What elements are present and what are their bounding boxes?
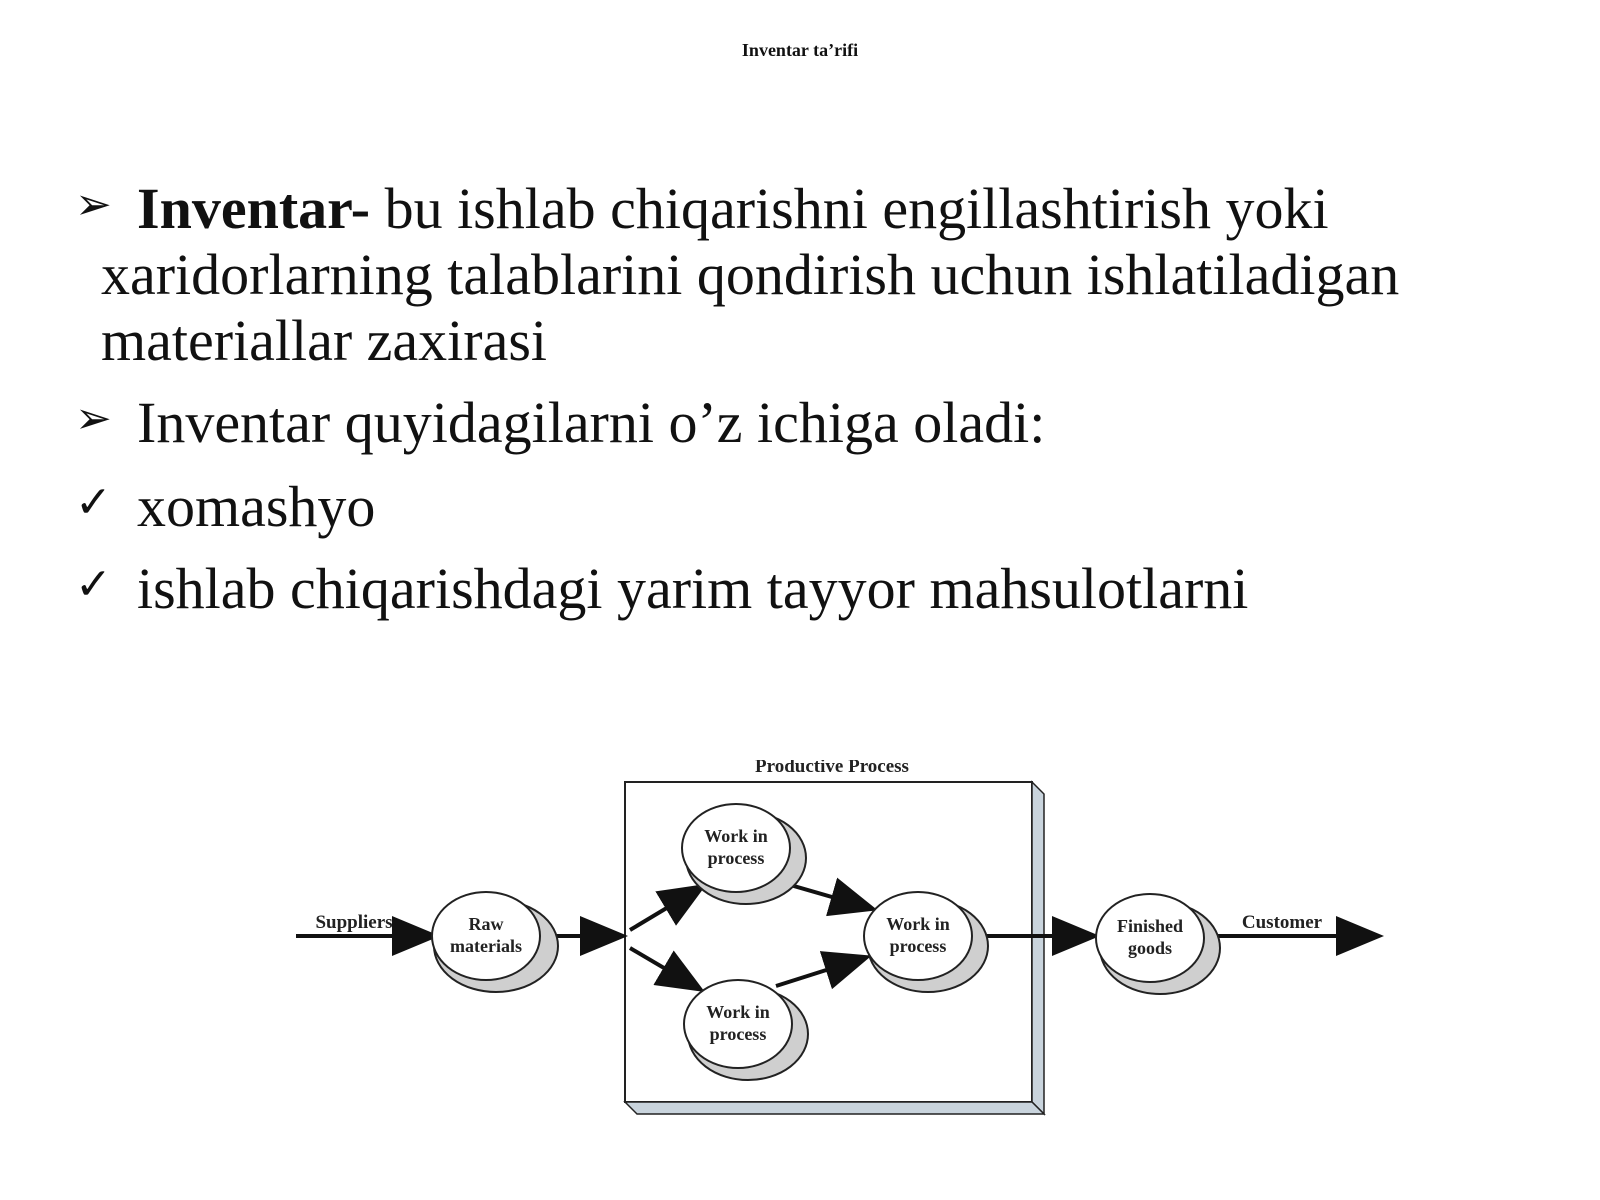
definition-line-3: materiallar zaxirasi xyxy=(101,308,548,373)
check-icon: ✓ xyxy=(75,478,112,527)
check-item-raw-text: xomashyo xyxy=(137,474,376,539)
raw-materials-node xyxy=(432,892,558,992)
arrow-bullet-icon: ➢ xyxy=(75,394,112,443)
check-item-raw xyxy=(75,474,1555,540)
suppliers-label: Suppliers xyxy=(315,912,393,933)
definition-keyword: Inventar- xyxy=(137,176,371,241)
arrow-bullet-icon: ➢ xyxy=(75,180,112,229)
finished-goods-node xyxy=(1096,894,1220,994)
bullet-includes xyxy=(75,390,1555,456)
raw-label-2: materials xyxy=(450,936,522,956)
inventory-flow-diagram xyxy=(280,760,1410,1140)
definition-line-1: bu ishlab chiqarishni engillashtirish yoki xyxy=(370,176,1329,241)
raw-label-1: Raw xyxy=(468,914,504,934)
check-icon: ✓ xyxy=(75,560,112,609)
wip-bottom-label-2: process xyxy=(709,1024,767,1044)
check-item-wip-text: ishlab chiqarishdagi yarim tayyor mahsulotlarni xyxy=(137,556,1249,621)
wip-top-label-2: process xyxy=(707,848,765,868)
wip-bottom-label-1: Work in xyxy=(706,1002,770,1022)
slide-title: Inventar ta’rifi xyxy=(741,40,859,60)
customer-label: Customer xyxy=(1241,912,1323,933)
wip-mid-label-1: Work in xyxy=(886,914,950,934)
check-item-wip xyxy=(75,556,1555,622)
finished-label-1: Finished xyxy=(1116,916,1184,936)
finished-label-2: goods xyxy=(1127,938,1173,958)
bullet-definition xyxy=(75,176,1555,374)
wip-mid-label-2: process xyxy=(889,936,947,956)
definition-line-2: xaridorlarning talablarini qondirish uchun ishlatiladigan xyxy=(101,242,1400,307)
includes-text: Inventar quyidagilarni o’z ichiga oladi: xyxy=(137,390,1046,455)
wip-top-label-1: Work in xyxy=(704,826,768,846)
productive-process-label: Productive Process xyxy=(755,760,909,777)
